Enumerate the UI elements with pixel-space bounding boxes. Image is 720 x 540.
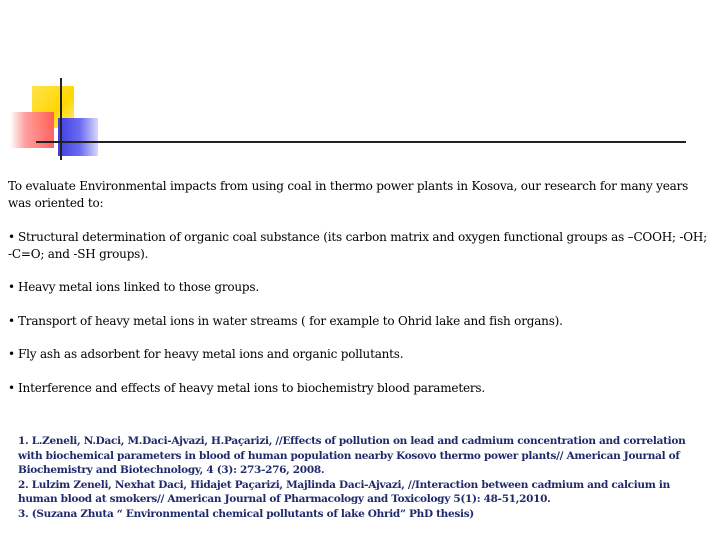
blue-square-decoration <box>58 118 98 156</box>
bullet-text: Heavy metal ions linked to those groups. <box>18 280 259 294</box>
bullet-item <box>8 279 708 296</box>
bullet-marker: • <box>8 314 15 328</box>
bullet-marker: • <box>8 381 15 395</box>
bullet-text: Fly ash as adsorbent for heavy metal ions and organic pollutants. <box>18 347 404 361</box>
bullet-item <box>8 313 708 330</box>
bullet-text: Transport of heavy metal ions in water streams ( for example to Ohrid lake and fish organs). <box>18 314 563 328</box>
horizontal-rule <box>36 141 686 143</box>
bullet-item <box>8 229 708 263</box>
reference-item: 2. Lulzim Zeneli, Nexhat Daci, Hidajet Paçarizi, Majlinda Daci-Ajvazi, //Interaction between cadmium and calcium in human blood at smokers// American Journal of Pharmacology and Toxicology 5(1): 48-51,2010. <box>18 478 670 505</box>
intro-paragraph: To evaluate Environmental impacts from using coal in thermo power plants in Kosova, our research for many years was oriented to: <box>8 179 689 210</box>
slide-decoration <box>0 0 720 170</box>
bullet-marker: • <box>8 347 15 361</box>
bullet-marker: • <box>8 280 15 294</box>
bullet-text: Structural determination of organic coal substance (its carbon matrix and oxygen functional groups as –COOH; -OH; -C=O; and -SH groups). <box>8 230 708 261</box>
bullet-item <box>8 346 708 363</box>
bullet-text: Interference and effects of heavy metal ions to biochemistry blood parameters. <box>18 381 485 395</box>
bullet-marker: • <box>8 230 15 244</box>
reference-item: 1. L.Zeneli, N.Daci, M.Daci-Ajvazi, H.Paçarizi, //Effects of pollution on lead and cadmium concentration and correlation with biochemical parameters in blood of human population nearby Kosovo thermo power plants// American Journal of Biochemistry and Biotechnology, 4 (3): 273-276, 2008. <box>18 435 686 476</box>
vertical-rule <box>60 78 62 160</box>
references-block <box>18 434 712 521</box>
reference-item: 3. (Suzana Zhuta “ Environmental chemical pollutants of lake Ohrid” PhD thesis) <box>18 507 474 520</box>
bullet-item <box>8 380 708 397</box>
